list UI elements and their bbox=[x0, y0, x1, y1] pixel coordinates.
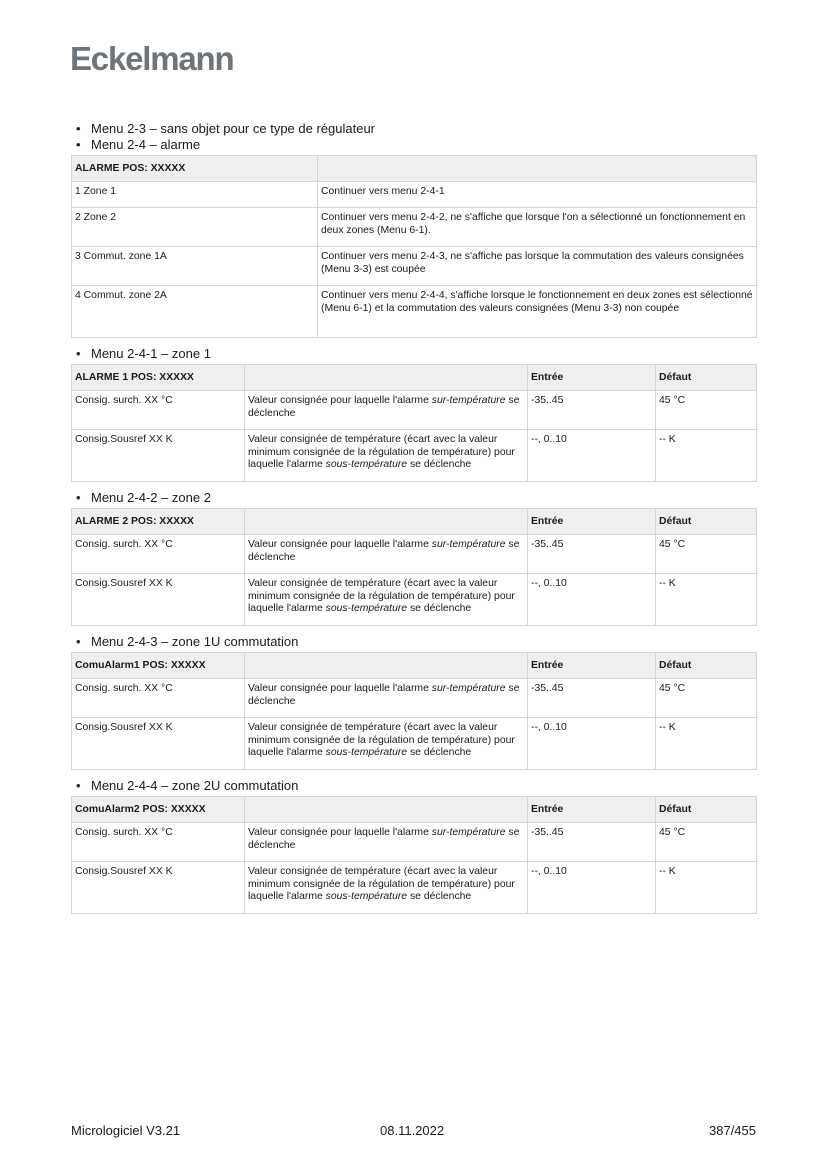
desc-cell: Continuer vers menu 2-4-4, s'affiche lorsque le fonctionnement en deux zones est sélectionné (Menu 6-1) et la commutation des valeurs consignées (Menu 3-3) non coupée bbox=[318, 286, 757, 338]
table-row bbox=[72, 208, 757, 247]
desc-text: Valeur consignée de température (écart avec la valeur minimum consignée de la régulation de température) pour laquelle l'alarme bbox=[248, 434, 515, 471]
table-row bbox=[72, 535, 757, 574]
table-header-cell bbox=[318, 156, 757, 182]
desc-text: se déclenche bbox=[248, 827, 520, 851]
bullet-text: Menu 2-4-1 – zone 1 bbox=[91, 346, 211, 361]
table-header-row bbox=[72, 653, 757, 679]
footer-page-number: 387/455 bbox=[709, 1123, 756, 1138]
item-cell: 2 Zone 2 bbox=[72, 208, 318, 247]
table-row bbox=[72, 391, 757, 430]
table-header-cell: Défaut bbox=[656, 509, 757, 535]
item-cell: 3 Commut. zone 1A bbox=[72, 247, 318, 286]
desc-cell bbox=[245, 391, 528, 430]
footer-firmware-version: Micrologiciel V3.21 bbox=[71, 1123, 181, 1138]
default-cell: 45 °C bbox=[656, 535, 757, 574]
desc-cell bbox=[245, 535, 528, 574]
table-header-cell: Entrée bbox=[528, 509, 656, 535]
desc-text: se déclenche bbox=[407, 747, 472, 759]
desc-text: Valeur consignée pour laquelle l'alarme bbox=[248, 827, 432, 838]
desc-cell: Continuer vers menu 2-4-1 bbox=[318, 182, 757, 208]
table-header-cell: Défaut bbox=[656, 797, 757, 823]
desc-emphasis: sous-température bbox=[325, 603, 408, 615]
desc-emphasis: sur-température bbox=[431, 395, 506, 406]
default-cell: 45 °C bbox=[656, 823, 757, 862]
name-cell: Consig.Sousref XX K bbox=[72, 862, 245, 914]
desc-text: se déclenche bbox=[407, 603, 472, 615]
default-cell: -- K bbox=[656, 430, 757, 482]
desc-cell bbox=[245, 718, 528, 770]
table-row bbox=[72, 247, 757, 286]
name-cell: Consig. surch. XX °C bbox=[72, 823, 245, 862]
table-header-cell bbox=[245, 653, 528, 679]
table-header-cell: ComuAlarm1 POS: XXXXX bbox=[72, 653, 245, 679]
commutation-zone1-table bbox=[71, 652, 757, 770]
name-cell: Consig. surch. XX °C bbox=[72, 391, 245, 430]
bullet-menu-2-4-2: • Menu 2-4-2 – zone 2 bbox=[76, 490, 211, 505]
name-cell: Consig. surch. XX °C bbox=[72, 535, 245, 574]
desc-text: se déclenche bbox=[248, 539, 520, 563]
table-row bbox=[72, 286, 757, 338]
bullet-menu-2-4: • Menu 2-4 – alarme bbox=[76, 137, 201, 152]
name-cell: Consig.Sousref XX K bbox=[72, 430, 245, 482]
entry-cell: --, 0..10 bbox=[528, 430, 656, 482]
table-header-row bbox=[72, 365, 757, 391]
desc-cell bbox=[245, 862, 528, 914]
bullet-menu-2-4-1: • Menu 2-4-1 – zone 1 bbox=[76, 346, 211, 361]
table-header-row bbox=[72, 156, 757, 182]
desc-text: Valeur consignée pour laquelle l'alarme bbox=[248, 395, 432, 406]
bullet-text: Menu 2-4-3 – zone 1U commutation bbox=[91, 634, 299, 649]
desc-emphasis: sur-température bbox=[431, 683, 506, 694]
bullet-menu-2-3: • Menu 2-3 – sans objet pour ce type de régulateur bbox=[76, 121, 376, 136]
bullet-text: Menu 2-4-2 – zone 2 bbox=[91, 490, 211, 505]
desc-cell bbox=[245, 823, 528, 862]
desc-text: Valeur consignée de température (écart avec la valeur minimum consignée de la régulation de température) pour laquelle l'alarme bbox=[248, 722, 515, 759]
table-header-cell: Entrée bbox=[528, 653, 656, 679]
default-cell: 45 °C bbox=[656, 679, 757, 718]
desc-emphasis: sous-température bbox=[325, 747, 408, 759]
table-header-cell: ALARME POS: XXXXX bbox=[72, 156, 318, 182]
entry-cell: --, 0..10 bbox=[528, 862, 656, 914]
table-header-cell: Entrée bbox=[528, 797, 656, 823]
table-header-cell: ComuAlarm2 POS: XXXXX bbox=[72, 797, 245, 823]
table-row bbox=[72, 679, 757, 718]
desc-emphasis: sous-température bbox=[325, 891, 408, 903]
table-header-cell: Défaut bbox=[656, 365, 757, 391]
bullet-text: Menu 2-4 – alarme bbox=[91, 137, 201, 152]
table-header-cell: Entrée bbox=[528, 365, 656, 391]
entry-cell: -35..45 bbox=[528, 391, 656, 430]
default-cell: -- K bbox=[656, 862, 757, 914]
footer-date: 08.11.2022 bbox=[380, 1123, 445, 1138]
item-cell: 1 Zone 1 bbox=[72, 182, 318, 208]
commutation-zone2-table bbox=[71, 796, 757, 914]
table-row bbox=[72, 574, 757, 626]
desc-text: se déclenche bbox=[248, 395, 520, 419]
entry-cell: --, 0..10 bbox=[528, 574, 656, 626]
desc-text: Valeur consignée de température (écart avec la valeur minimum consignée de la régulation de température) pour laquelle l'alarme bbox=[248, 578, 515, 615]
desc-emphasis: sous-température bbox=[325, 459, 408, 471]
alarm-menu-table bbox=[71, 155, 757, 338]
bullet-text: Menu 2-3 – sans objet pour ce type de régulateur bbox=[91, 121, 376, 136]
table-row bbox=[72, 430, 757, 482]
name-cell: Consig. surch. XX °C bbox=[72, 679, 245, 718]
company-logo: Eckelmann bbox=[70, 40, 234, 77]
entry-cell: -35..45 bbox=[528, 679, 656, 718]
zone1-table bbox=[71, 364, 757, 482]
default-cell: 45 °C bbox=[656, 391, 757, 430]
table-row bbox=[72, 823, 757, 862]
table-header-cell bbox=[245, 797, 528, 823]
table-header-cell bbox=[245, 365, 528, 391]
name-cell: Consig.Sousref XX K bbox=[72, 574, 245, 626]
desc-text: se déclenche bbox=[407, 459, 472, 471]
bullet-text: Menu 2-4-4 – zone 2U commutation bbox=[91, 778, 299, 793]
entry-cell: -35..45 bbox=[528, 535, 656, 574]
table-header-cell: ALARME 2 POS: XXXXX bbox=[72, 509, 245, 535]
desc-emphasis: sur-température bbox=[431, 827, 506, 838]
table-header-cell bbox=[245, 509, 528, 535]
table-header-cell: ALARME 1 POS: XXXXX bbox=[72, 365, 245, 391]
table-row bbox=[72, 718, 757, 770]
table-header-row bbox=[72, 509, 757, 535]
desc-cell bbox=[245, 679, 528, 718]
default-cell: -- K bbox=[656, 718, 757, 770]
desc-cell: Continuer vers menu 2-4-3, ne s'affiche pas lorsque la commutation des valeurs consignées (Menu 3-3) est coupée bbox=[318, 247, 757, 286]
bullet-menu-2-4-4: • Menu 2-4-4 – zone 2U commutation bbox=[76, 778, 299, 793]
default-cell: -- K bbox=[656, 574, 757, 626]
table-header-row bbox=[72, 797, 757, 823]
bullet-menu-2-4-3: • Menu 2-4-3 – zone 1U commutation bbox=[76, 634, 299, 649]
item-cell: 4 Commut. zone 2A bbox=[72, 286, 318, 338]
desc-text: se déclenche bbox=[248, 683, 520, 707]
desc-cell bbox=[245, 430, 528, 482]
desc-text: se déclenche bbox=[407, 891, 472, 903]
table-header-cell: Défaut bbox=[656, 653, 757, 679]
desc-text: Valeur consignée pour laquelle l'alarme bbox=[248, 539, 432, 550]
desc-text: Valeur consignée pour laquelle l'alarme bbox=[248, 683, 432, 694]
entry-cell: -35..45 bbox=[528, 823, 656, 862]
desc-cell: Continuer vers menu 2-4-2, ne s'affiche que lorsque l'on a sélectionné un fonctionnement en deux zones (Menu 6-1). bbox=[318, 208, 757, 247]
desc-cell bbox=[245, 574, 528, 626]
table-row bbox=[72, 862, 757, 914]
zone2-table bbox=[71, 508, 757, 626]
desc-emphasis: sur-température bbox=[431, 539, 506, 550]
desc-text: Valeur consignée de température (écart avec la valeur minimum consignée de la régulation de température) pour laquelle l'alarme bbox=[248, 866, 515, 903]
table-row bbox=[72, 182, 757, 208]
name-cell: Consig.Sousref XX K bbox=[72, 718, 245, 770]
entry-cell: --, 0..10 bbox=[528, 718, 656, 770]
